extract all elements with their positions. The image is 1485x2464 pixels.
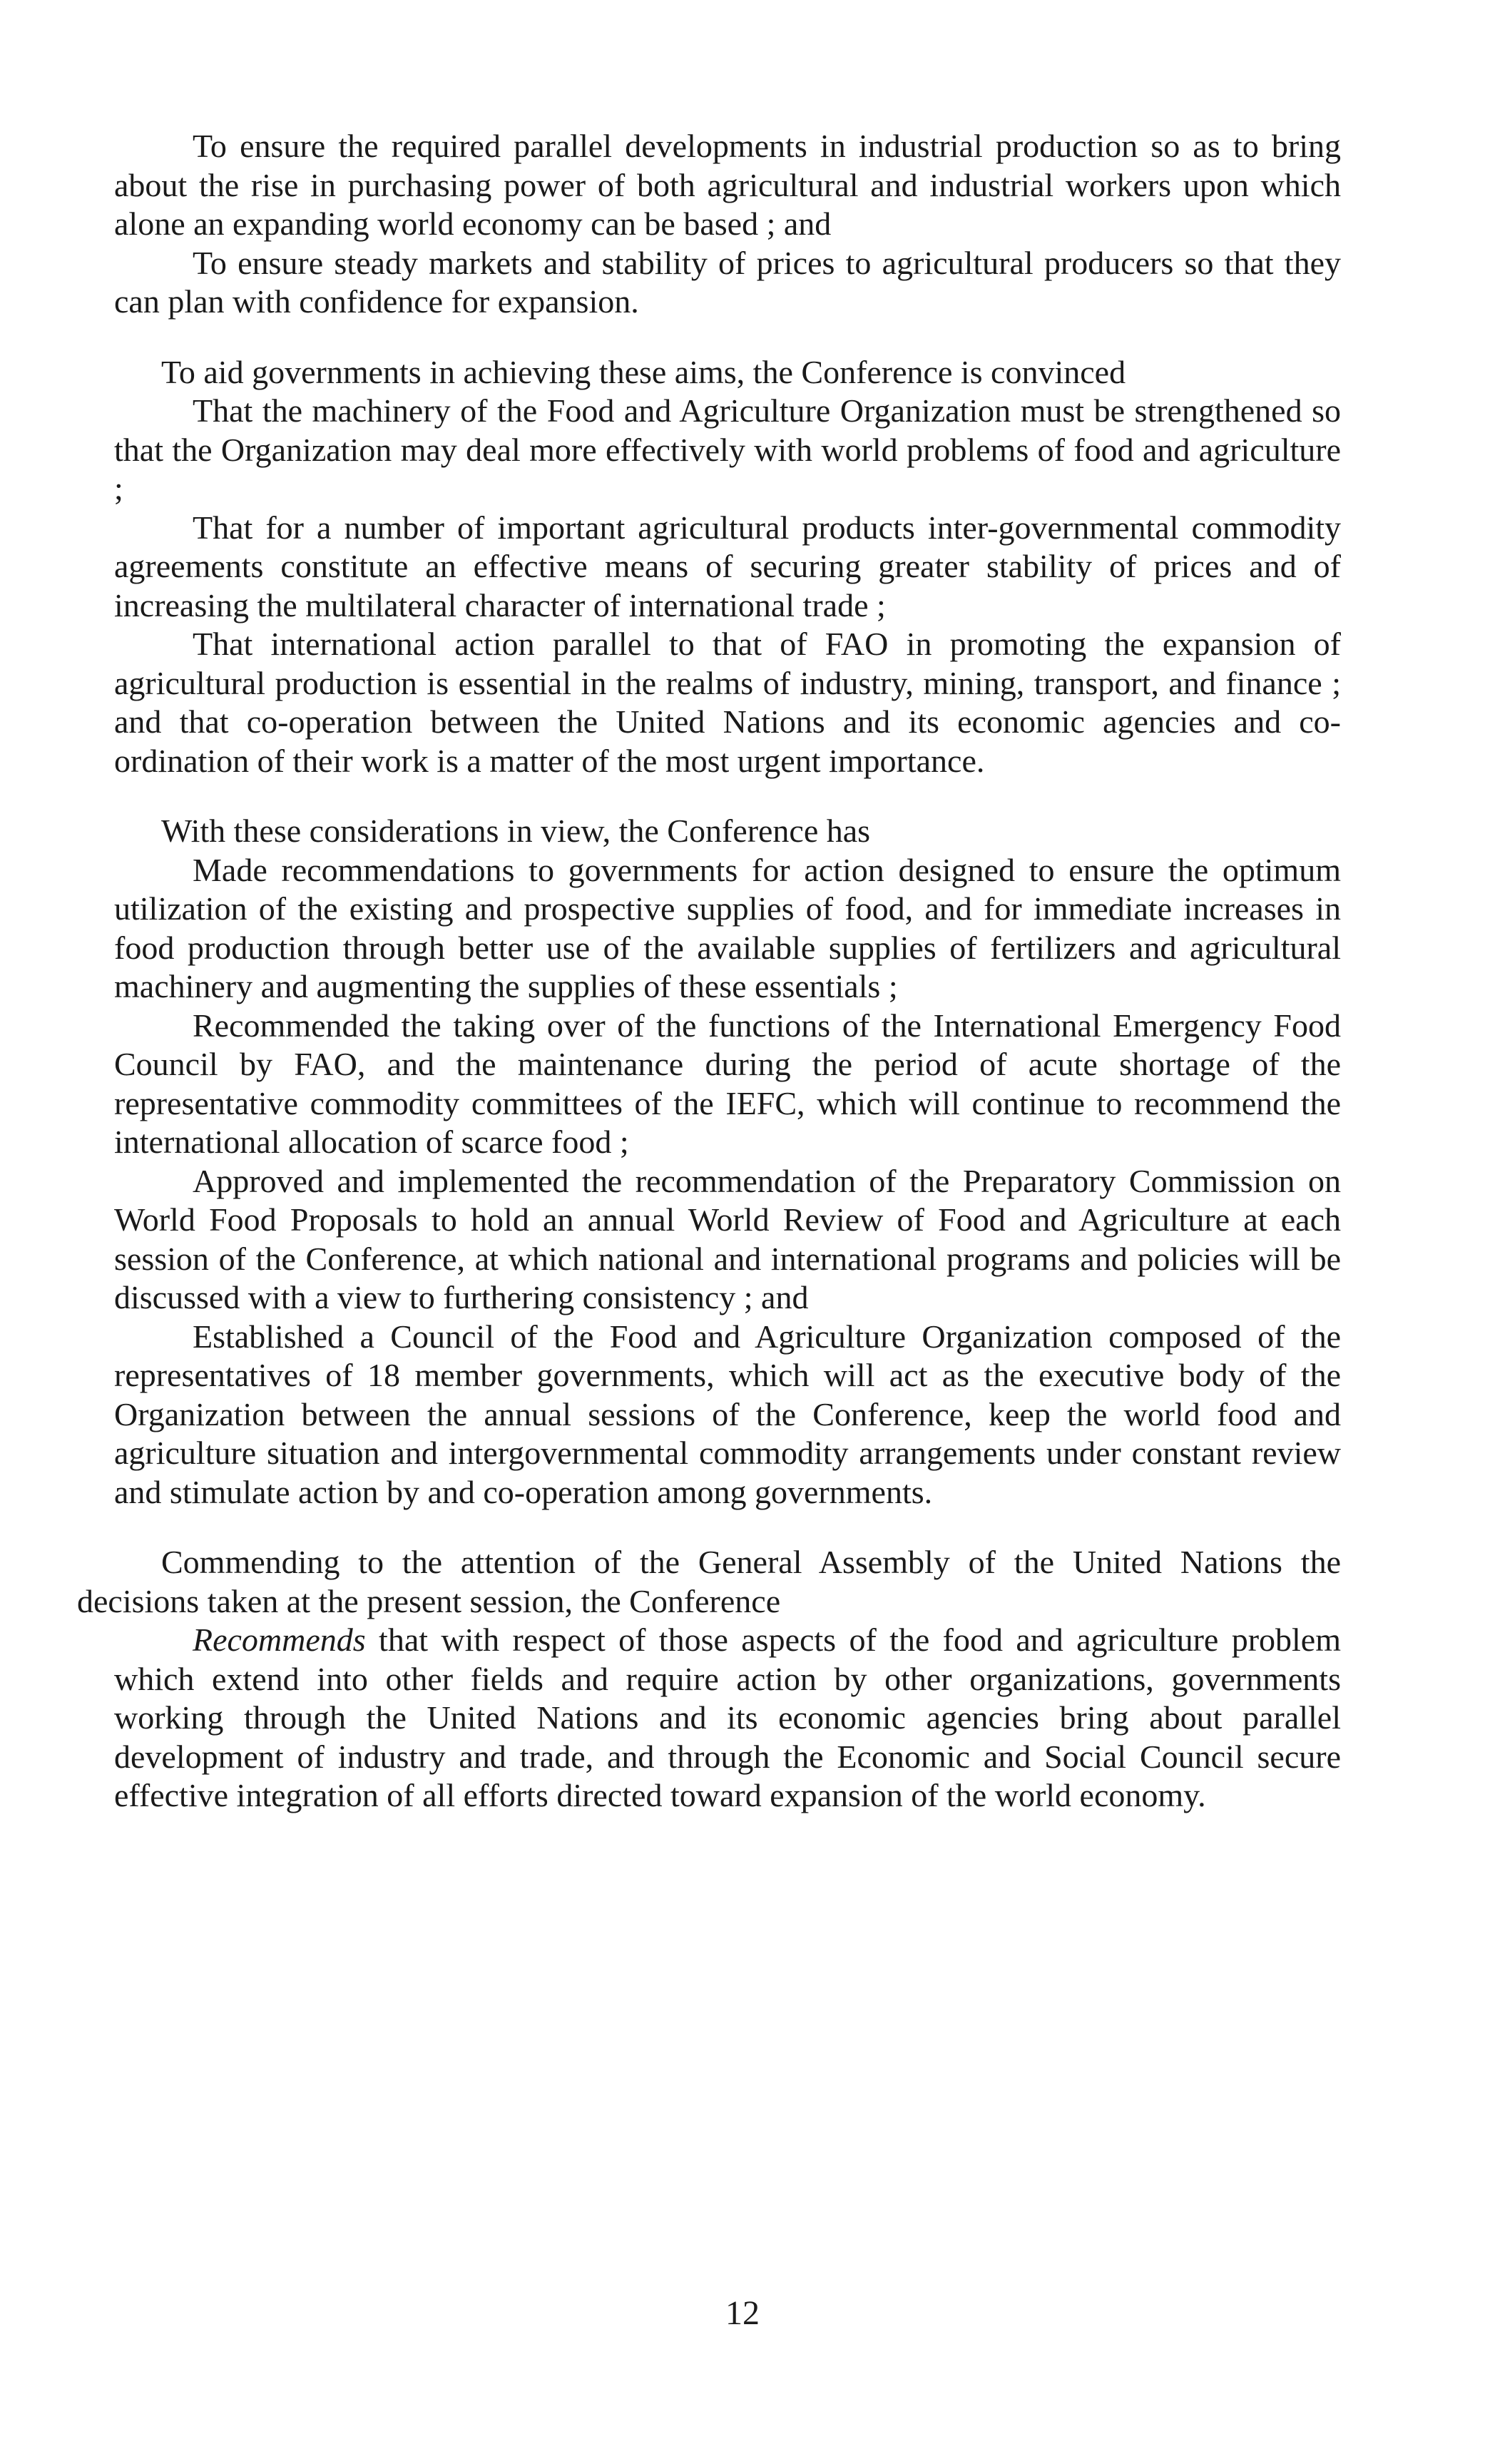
paragraph-steady-markets: To ensure steady markets and stability of prices to agricultural producers so that they can plan with confidence for expansion.	[114, 244, 1341, 320]
page-number: 12	[725, 2294, 760, 2332]
paragraph-recommends	[114, 1621, 1341, 1816]
paragraph-conference-convinced: To aid governments in achieving these aims, the Conference is convinced	[161, 353, 1126, 390]
paragraph-commending-general-assembly: Commending to the attention of the General Assembly of the United Nations the decisions taken at the present session, the Conference	[77, 1544, 1341, 1619]
paragraph-iefc-functions: Recommended the taking over of the functions of the International Emergency Food Council by FAO, and the maintenance during the period of acute shortage of the representative commodity committees of the IEFC, which will continue to recommend the international allocation of scarce food ;	[114, 1007, 1341, 1160]
body-text	[77, 127, 1341, 1816]
paragraph-council-established: Established a Council of the Food and Agriculture Organization composed of the representatives of 18 member governments, which will act as the executive body of the Organization between the annual sessions of the Conference, keep the world food and agriculture situation and intergovernmental commodity arrangements under constant review and stimulate action by and co-operation among governments.	[114, 1318, 1341, 1510]
paragraph-fao-machinery: That the machinery of the Food and Agriculture Organization must be strengthened so that the Organization may deal more effectively with world problems of food and agriculture ;	[114, 392, 1341, 506]
paragraph-industrial-production: To ensure the required parallel developments in industrial production so as to bring about the rise in purchasing power of both agricultural and industrial workers upon which alone an expanding world economy can be based ; and	[114, 128, 1341, 242]
paragraph-international-action: That international action parallel to that of FAO in promoting the expansion of agricultural production is essential in the realms of industry, mining, transport, and finance ; and that co-operation between the United Nations and its economic agencies and co-ordination of their work is a matter of the most urgent importance.	[114, 626, 1341, 779]
paragraph-recommendations-governments: Made recommendations to governments for action designed to ensure the optimum utilization of the existing and prospective supplies of food, and for immediate increases in food production through better use of the available supplies of fertilizers and agricultural machinery and augmenting the supplies of these essentials ;	[114, 851, 1341, 1004]
recommends-italic: Recommends	[193, 1622, 366, 1658]
paragraph-world-review: Approved and implemented the recommendation of the Preparatory Commission on World Food Proposals to hold an annual World Review of Food and Agriculture at each session of the Conference, at which national and international programs and policies will be discussed with a view to furthering consistency ; and	[114, 1162, 1341, 1315]
paragraph-commodity-agreements: That for a number of important agricultural products inter-governmental commodity agreements constitute an effective means of securing greater stability of prices and of increasing the multilateral character of international trade ;	[114, 509, 1341, 623]
paragraph-conference-has: With these considerations in view, the Conference has	[161, 813, 871, 849]
recommends-text: that with respect of those aspects of the food and agriculture problem which extend into other fields and require action by other organizations, governments working through the United Nations and its economic agencies bring about parallel development of industry and trade, and through the Economic and Social Council secure effective integration of all efforts directed toward expansion of the world economy.	[114, 1622, 1341, 1813]
